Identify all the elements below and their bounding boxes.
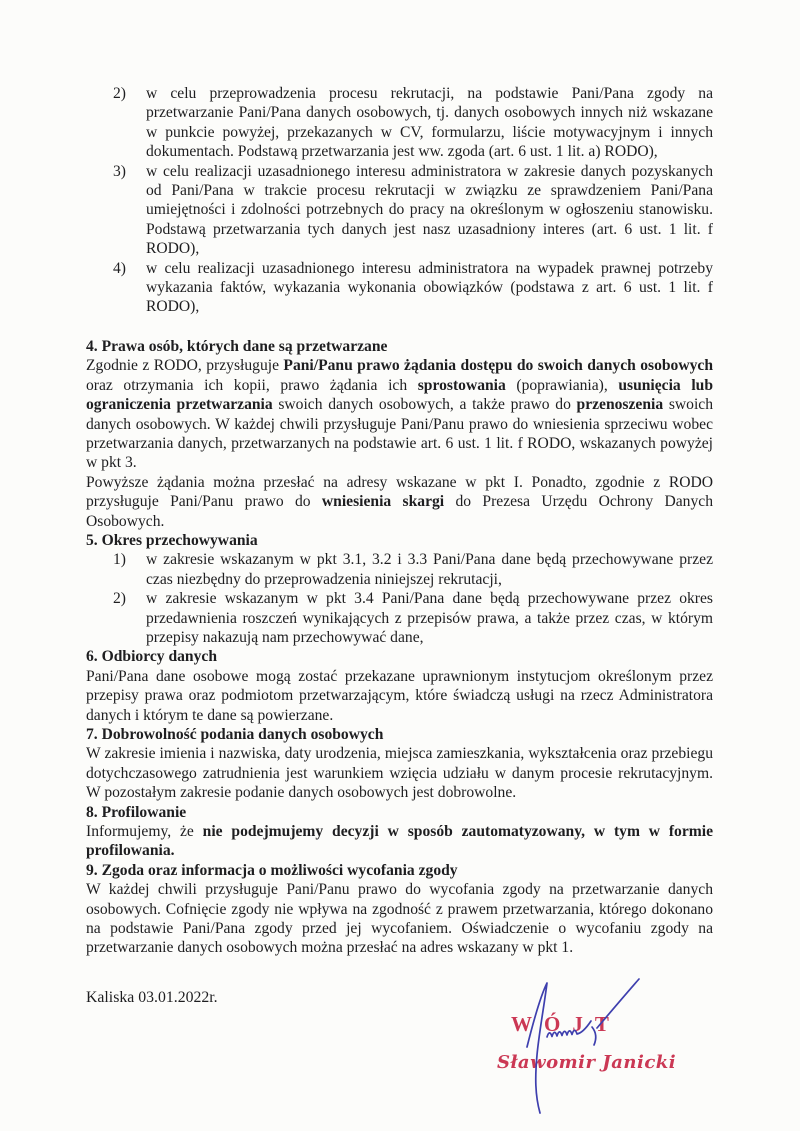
- list-item-3: [86, 162, 713, 259]
- section-9-paragraph: W każdej chwili przysługuje Pani/Panu prawo do wycofania zgody na przetwarzanie danych osobowych. Cofnięcie zgody nie wpływa na zgodność z prawem przetwarzania, którego dokonano na podstawie Pani/Pana zgody przed jej wycofaniem. Oświadczenie o wycofaniu zgody na przetwarzanie danych osobowych można przesłać na adres wskazany w pkt 1.: [86, 881, 713, 957]
- list-item-number: 2): [113, 590, 126, 608]
- list-item-text: w celu przeprowadzenia procesu rekrutacji, na podstawie Pani/Pana zgody na przetwarzanie Pani/Pana danych osobowych, tj. danych osobowych innych niż wskazane w punkcie powyżej, przekazanych w CV, formularzu, liście motywacyjnym i innych dokumentach. Podstawą przetwarzania jest ww. zgoda (art. 6 ust. 1 lit. a) RODO),: [146, 85, 713, 161]
- section-4-heading: 4. Prawa osób, których dane są przetwarzane: [86, 337, 388, 355]
- list-item-2: [86, 84, 713, 162]
- section-8-paragraph: Informujemy, że nie podejmujemy decyzji w sposób zautomatyzowany, w tym w formie profilowania.: [86, 823, 713, 860]
- section-9-heading: 9. Zgoda oraz informacja o możliwości wycofania zgody: [86, 861, 458, 879]
- handwritten-signature-icon: [470, 955, 700, 1131]
- list-item-text: w celu realizacji uzasadnionego interesu administratora na wypadek prawnej potrzeby wykazania faktów, wykazania wykonania obowiązków (podstawa z art. 6 ust. 1 lit. f RODO),: [146, 259, 713, 316]
- section-8-heading: 8. Profilowanie: [86, 803, 187, 821]
- section-5-list-item-2: [86, 589, 713, 647]
- place-date: Kaliska 03.01.2022r.: [86, 989, 218, 1006]
- list-item-text: w zakresie wskazanym w pkt 3.4 Pani/Pana dane będą przechowywane przez okres przedawnienia roszczeń wynikających z przepisów prawa, a także przez czas, w którym przepisy nakazują nam przechowywać dane,: [146, 590, 713, 646]
- list-item-number: 4): [113, 259, 126, 277]
- signer-name: Sławomir Janicki: [497, 1052, 677, 1073]
- section-7-paragraph: W zakresie imienia i nazwiska, daty urodzenia, miejsca zamieszkania, wykształcenia oraz przebiegu dotychczasowego zatrudnienia jest warunkiem wzięcia udziału w danym procesie rekrutacyjnym. W pozostałym zakresie podanie danych osobowych jest dobrowolne.: [86, 745, 713, 802]
- list-item-number: 2): [113, 85, 126, 102]
- section-6-heading: 6. Odbiorcy danych: [86, 648, 217, 666]
- section-4-paragraph-1: Zgodnie z RODO, przysługuje Pani/Panu prawo żądania dostępu do swoich danych osobowych oraz otrzymania ich kopii, prawo żądania ich sprostowania (poprawiania), usunięcia lub ograniczenia przetwarzania swoich danych osobowych, a także prawo do przenoszenia swoich danych osobowych. W każdej chwili przysługuje Pani/Panu prawo do wniesienia sprzeciwu wobec przetwarzania danych, przetwarzanych na podstawie art. 6 ust. 1 lit. f RODO, wskazanych powyżej w pkt 3.: [86, 357, 713, 472]
- list-item-number: 3): [113, 162, 126, 180]
- section-7-heading: 7. Dobrowolność podania danych osobowych: [86, 726, 384, 743]
- signature-block: [470, 955, 700, 1131]
- section-5-list-item-1: [86, 550, 713, 589]
- document-body: [86, 84, 713, 958]
- stamp-title-wojt: WÓJT: [511, 1012, 621, 1036]
- list-item-4: [86, 259, 713, 317]
- pen-stroke-main: [527, 983, 547, 1113]
- list-item-text: w zakresie wskazanym w pkt 3.1, 3.2 i 3.3 Pani/Pana dane będą przechowywane przez czas niezbędny do przeprowadzenia niniejszej rekrutacji,: [146, 551, 713, 588]
- list-item-text: w celu realizacji uzasadnionego interesu administratora w zakresie danych pozyskanych od Pani/Pana w trakcie procesu rekrutacji w związku ze sprawdzeniem Pani/Pana umiejętności i zdolności potrzebnych do pracy na określonym w ogłoszeniu stanowisku. Podstawą przetwarzania tych danych jest nasz uzasadniony interes (art. 6 ust. 1 lit. f RODO),: [146, 162, 713, 258]
- section-5-heading: 5. Okres przechowywania: [86, 531, 258, 549]
- section-6-paragraph: Pani/Pana dane osobowe mogą zostać przekazane uprawnionym instytucjom określonym przez przepisy prawa oraz podmiotom przetwarzającym, które świadczą usługi na rzecz Administratora danych i którym te dane są powierzane.: [86, 667, 713, 724]
- list-item-number: 1): [113, 551, 126, 569]
- section-4-paragraph-2: Powyższe żądania można przesłać na adresy wskazane w pkt I. Ponadto, zgodnie z RODO przysługuje Pani/Panu prawo do wniesienia skargi do Prezesa Urzędu Ochrony Danych Osobowych.: [86, 473, 713, 530]
